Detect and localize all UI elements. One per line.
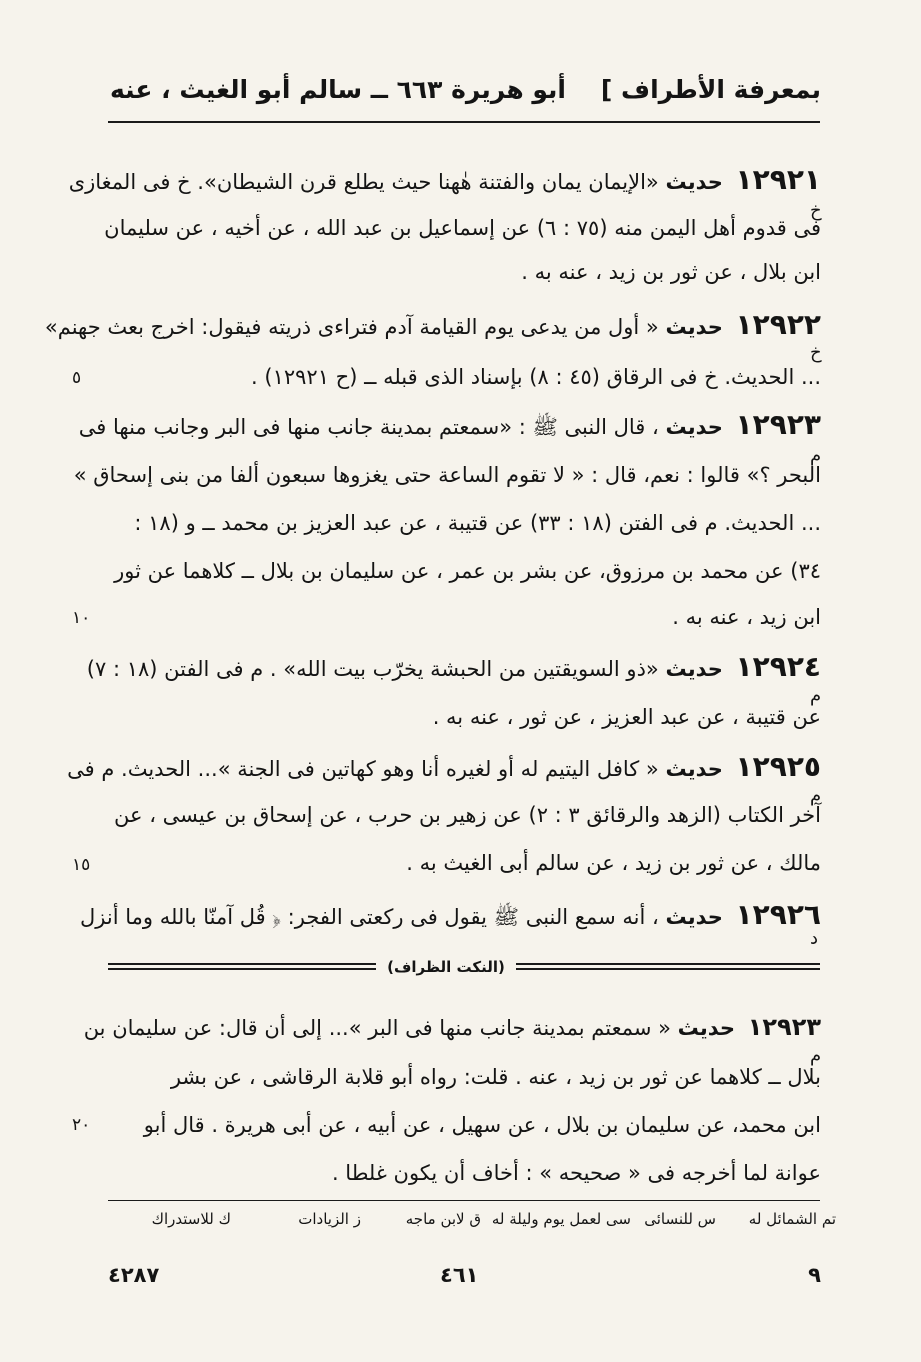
hadith-keyword: حديث: [665, 315, 723, 339]
hadith-number: ١٢٩٢٦: [735, 898, 821, 931]
hadith-text: ، أنه سمع النبى ﷺ يقول فى ركعتى الفجر: ﴿ قُل آمنّا بالله وما أنزل: [80, 905, 659, 929]
volume-number: ٩: [808, 1263, 821, 1287]
source-symbol: د: [810, 928, 819, 949]
legend-item: س للنسائى: [644, 1210, 716, 1228]
entry-12926-line-1: [80, 900, 821, 932]
legend-item: ق لابن ماجه: [405, 1210, 481, 1228]
hadith-text: « كافل اليتيم له أو لغيره أنا وهو كهاتين فى الجنة »... الحديث. م فى: [67, 757, 659, 781]
hadith-keyword: حديث: [665, 170, 723, 194]
running-header-left: أبو هريرة ٦٦٣ ــ سالم أبو الغيث ، عنه: [110, 75, 566, 104]
hadith-keyword: حديث: [665, 757, 723, 781]
hadith-keyword: حديث: [665, 657, 723, 681]
entry-12921-line-2: فى قدوم أهل اليمن منه (٧٥ : ٦) عن إسماعيل بن عبد الله ، عن أخيه ، عن سليمان: [104, 216, 821, 240]
entry-12925-line-2: آخر الكتاب (الزهد والرقائق ٣ : ٢) عن زهير بن حرب ، عن إسحاق بن عيسى ، عن: [114, 803, 821, 827]
hadith-keyword: حديث: [665, 415, 723, 439]
entry-12921-line-1: [69, 165, 821, 197]
source-symbol: خ: [810, 342, 822, 363]
hadith-number: ١٢٩٢٢: [735, 308, 821, 341]
legend-item: ك للاستدراك: [151, 1210, 231, 1228]
source-symbol: خ: [810, 200, 822, 221]
entry-12923-line-4: ٣٤) عن محمد بن مرزوق، عن بشر بن عمر ، عن سليمان بن بلال ــ كلاهما عن ثور: [114, 559, 821, 583]
nukat-line-3: ابن محمد، عن سليمان بن بلال ، عن سهيل ، عن أبيه ، عن أبى هريرة . قال أبو: [143, 1113, 821, 1137]
entry-12923-line-3: ... الحديث. م فى الفتن (١٨ : ٣٣) عن قتيبة ، عن عبد العزيز بن محمد ــ و (١٨ :: [134, 511, 821, 535]
hadith-text: « سمعتم بمدينة جانب منها فى البر »... إلى أن قال: عن سليمان بن: [83, 1016, 671, 1040]
nukat-line-2: بلال ــ كلاهما عن ثور بن زيد ، عنه . قلت: رواه أبو قلابة الرقاشى ، عن بشر: [170, 1065, 821, 1089]
entry-12925-line-3: مالك ، عن ثور بن زيد ، عن سالم أبى الغيث به .: [406, 851, 821, 875]
hadith-number: ١٢٩٢٣: [735, 408, 821, 441]
nukat-title: النكت الظراف: [393, 958, 498, 976]
entry-12925-line-1: [67, 752, 821, 784]
nukat-line-1: [84, 1012, 821, 1043]
hadith-number: ١٢٩٢١: [735, 163, 821, 196]
entry-12921-line-3: ابن بلال ، عن ثور بن زيد ، عنه به .: [521, 260, 821, 284]
bracket-right-glyph: ): [387, 958, 394, 976]
hadith-number: ١٢٩٢٤: [735, 650, 821, 683]
entry-12924-line-2: عن قتيبة ، عن عبد العزيز ، عن ثور ، عنه به .: [432, 705, 821, 729]
hadith-text: « أول من يدعى يوم القيامة آدم فتراءى ذريته فيقول: اخرج بعث جهنم»: [44, 315, 659, 339]
bracket-left-glyph: (: [498, 958, 505, 976]
entry-12923-line-2: البحر ؟» قالوا : نعم، قال : « لا تقوم الساعة حتى يغزوها سبعون ألفا من بنى إسحاق »: [73, 463, 821, 487]
source-symbol: م: [810, 445, 822, 466]
hadith-number: ١٢٩٢٣: [747, 1013, 821, 1041]
entry-12924-line-1: [87, 652, 821, 684]
entry-12922-line-1: [45, 310, 821, 342]
legend-item: تم الشمائل له: [748, 1210, 836, 1228]
entry-12923-line-1: [79, 410, 821, 442]
hadith-number: ١٢٩٢٥: [735, 750, 821, 783]
header-rule: [108, 121, 820, 123]
source-symbol: م: [810, 785, 822, 806]
legend-item: ز الزيادات: [298, 1210, 361, 1228]
source-symbol: م: [810, 1045, 822, 1066]
hadith-text: ، قال النبى ﷺ : «سمعتم بمدينة جانب منها فى البر وجانب منها فى: [78, 415, 659, 439]
hadith-text: «الإيمان يمان والفتنة هٰهنا حيث يطلع قرن الشيطان». خ فى المغازى: [68, 170, 659, 194]
page-number: ٤٦١: [440, 1263, 479, 1287]
legend-item: سى لعمل يوم وليلة له: [491, 1210, 631, 1228]
nukat-title-box: [376, 952, 516, 982]
entry-12922-line-2: ... الحديث. خ فى الرقاق (٤٥ : ٨) بإسناد الذى قبله ــ (ح ١٢٩٢١) .: [251, 365, 821, 389]
sequence-number: ٤٢٨٧: [108, 1263, 160, 1287]
margin-line-number: ٥: [72, 368, 82, 388]
margin-line-number: ١٥: [72, 855, 91, 875]
source-symbol: م: [810, 685, 822, 706]
margin-line-number: ٢٠: [72, 1115, 91, 1135]
nukat-line-4: عوانة لما أخرجه فى « صحيحه » : أخاف أن يكون غلطا .: [331, 1161, 821, 1185]
entry-12923-line-5: ابن زيد ، عنه به .: [672, 605, 821, 629]
hadith-text: «ذو السويقتين من الحبشة يخرّب بيت الله» . م فى الفتن (١٨ : ٧): [86, 657, 659, 681]
margin-line-number: ١٠: [72, 608, 91, 628]
running-header-right: بمعرفة الأطراف ]: [600, 75, 821, 104]
hadith-keyword: حديث: [665, 905, 723, 929]
footer-rule: [108, 1200, 820, 1201]
hadith-keyword: حديث: [677, 1016, 736, 1040]
